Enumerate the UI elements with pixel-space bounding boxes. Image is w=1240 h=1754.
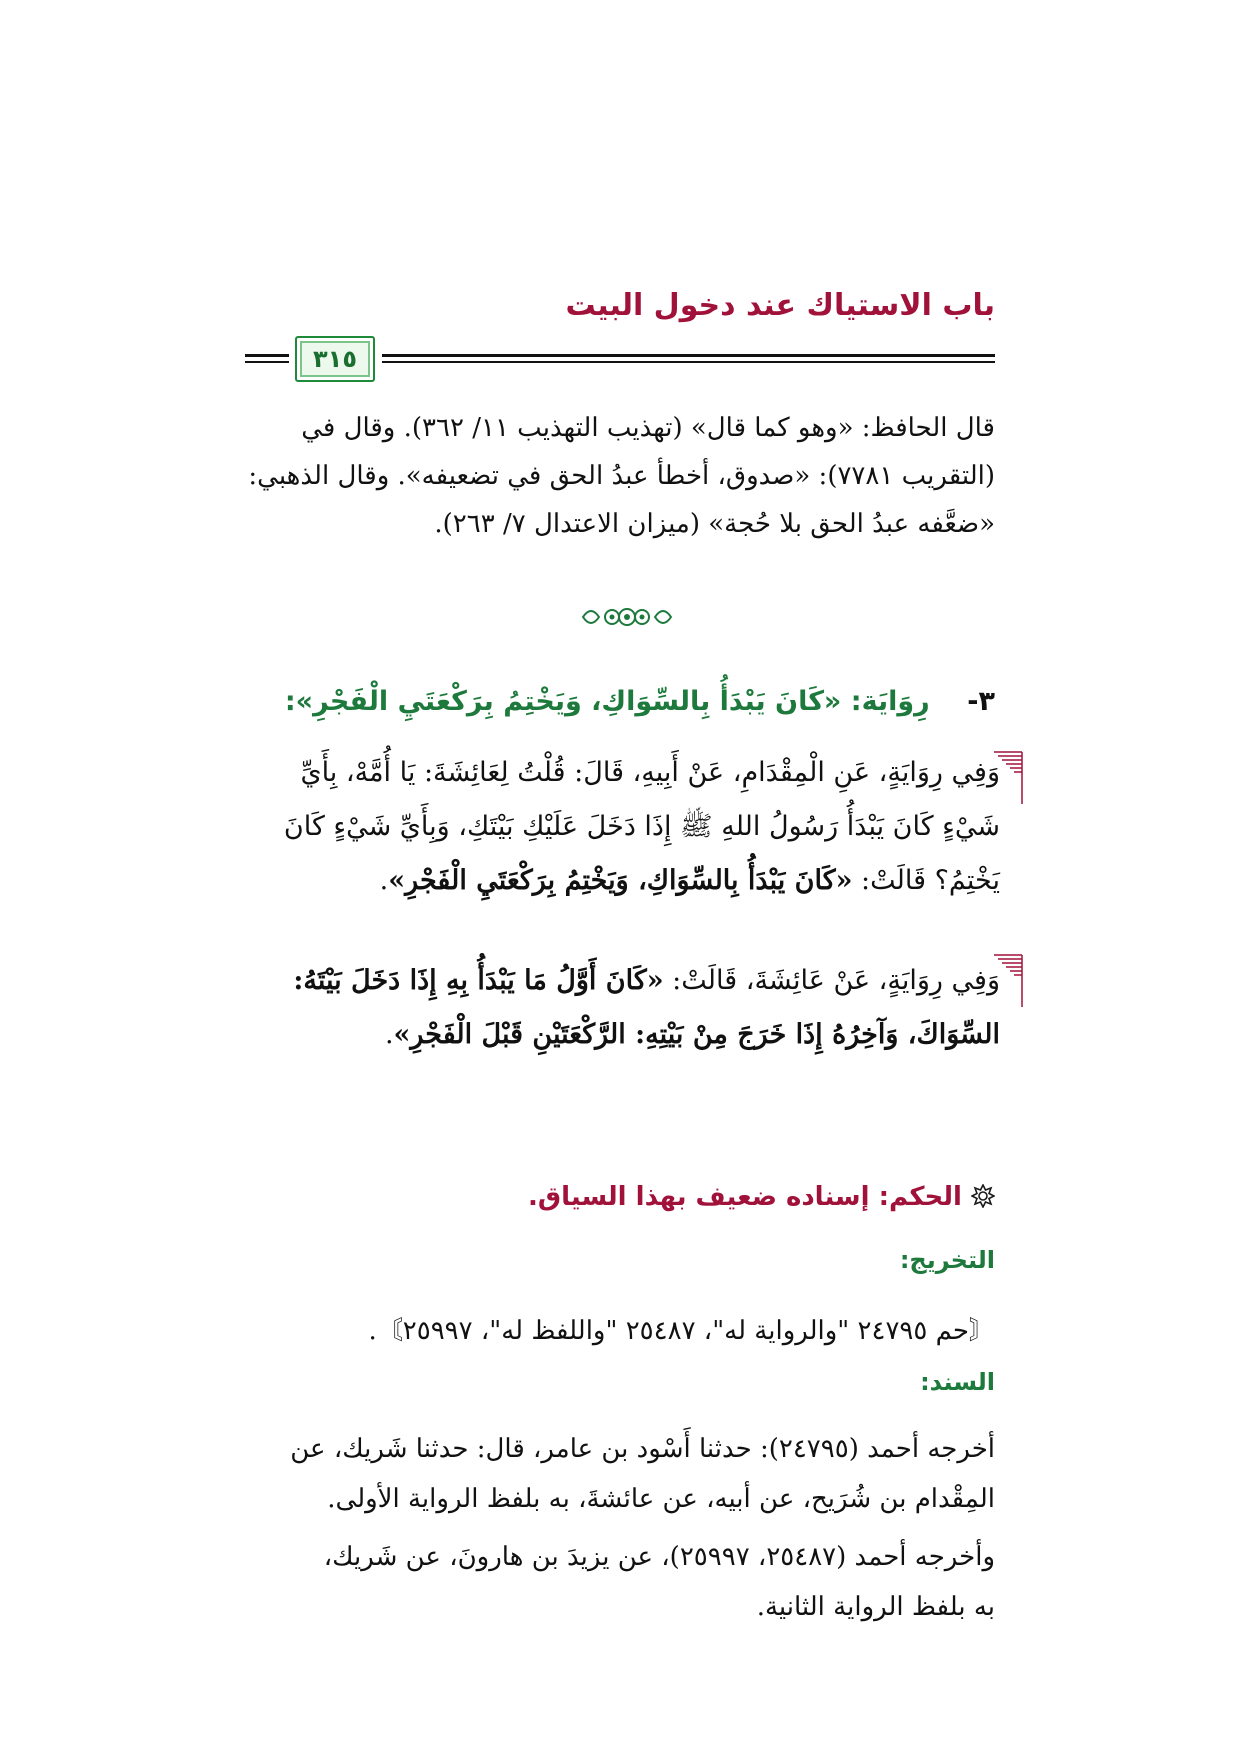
takhrij-heading: التخريج:	[899, 1246, 995, 1274]
intro-line: قال الحافظ: «وهو كما قال» (تهذيب التهذيب ١١/ ٣٦٢). وقال في	[301, 413, 995, 443]
hadith-line	[230, 854, 1000, 908]
header-rule-left-thin	[245, 361, 289, 363]
section-heading	[245, 686, 995, 717]
rosette-icon	[971, 1184, 995, 1208]
header-rule-left	[245, 354, 289, 357]
hadith-text: .	[384, 1019, 394, 1050]
section-heading-text: رِوَايَة: «كَانَ يَبْدَأُ بِالسِّوَاكِ، وَيَخْتِمُ بِرَكْعَتَيِ الْفَجْرِ»:	[284, 686, 930, 717]
sanad-paragraph-1	[245, 1424, 995, 1524]
sanad-line: به بلفظ الرواية الثانية.	[756, 1592, 995, 1622]
takhrij-text: 〘حم ٢٤٧٩٥ "والرواية له"، ٢٥٤٨٧ "واللفظ له"، ٢٥٩٩٧〙.	[368, 1316, 995, 1346]
ornament-divider-icon	[577, 597, 677, 637]
hadith-text: وَفِي رِوَايَةٍ، عَنْ عَائِشَةَ، قَالَتْ:	[663, 965, 1000, 996]
hadith-line: وَفِي رِوَايَةٍ، عَنِ الْمِقْدَامِ، عَنْ أَبِيهِ، قَالَ: قُلْتُ لِعَائِشَةَ: يَا أُمَّهْ، بِأَيِّ	[300, 757, 1000, 788]
page-number: ٣١٥	[313, 345, 357, 373]
hadith-paragraph-1	[230, 746, 1000, 908]
sanad-line: المِقْدام بن شُرَيح، عن أبيه، عن عائشةَ، به بلفظ الرواية الأولى.	[327, 1484, 995, 1514]
hadith-text: يَخْتِمُ؟ قَالَتْ:	[852, 865, 1000, 896]
header-rule-right-thin	[382, 361, 995, 363]
intro-paragraph	[245, 404, 995, 548]
hadith-line: شَيْءٍ كَانَ يَبْدَأُ رَسُولُ اللهِ ﷺ إِذَا دَخَلَ عَلَيْكِ بَيْتَكِ، وَبِأَيِّ شَيْءٍ كَانَ	[283, 811, 1000, 842]
hadith-quote: «كَانَ يَبْدَأُ بِالسِّوَاكِ، وَيَخْتِمُ بِرَكْعَتَيِ الْفَجْرِ»	[388, 865, 853, 896]
hadith-text: .	[379, 865, 389, 896]
ruling-line	[245, 1182, 995, 1212]
section-number: ٣-	[967, 686, 995, 717]
hadith-paragraph-2	[230, 954, 1000, 1062]
ruling-label: الحكم:	[878, 1182, 962, 1212]
sanad-heading: السند:	[920, 1368, 995, 1396]
header-rule-right	[382, 354, 995, 357]
intro-line: «ضعَّفه عبدُ الحق بلا حُجة» (ميزان الاعتدال ٧/ ٢٦٣).	[434, 509, 995, 539]
hadith-line	[230, 1008, 1000, 1062]
sanad-line: أخرجه أحمد (٢٤٧٩٥): حدثنا أَسْود بن عامر، قال: حدثنا شَريك، عن	[290, 1434, 995, 1464]
chapter-title: باب الاستياك عند دخول البيت	[565, 288, 995, 323]
sanad-paragraph-2	[245, 1532, 995, 1632]
ruling-text: إسناده ضعيف بهذا السياق.	[527, 1182, 870, 1212]
page-number-badge	[295, 336, 375, 382]
hadith-quote: «كَانَ أَوَّلُ مَا يَبْدَأُ بِهِ إِذَا دَخَلَ بَيْتَهُ:	[293, 965, 664, 996]
intro-line: (التقريب ٧٧٨١): «صدوق، أخطأ عبدُ الحق في تضعيفه». وقال الذهبي:	[248, 461, 995, 491]
sanad-line: وأخرجه أحمد (٢٥٤٨٧، ٢٥٩٩٧)، عن يزيدَ بن هارونَ، عن شَريك،	[323, 1542, 995, 1572]
hadith-quote: السِّوَاكَ، وَآخِرُهُ إِذَا خَرَجَ مِنْ بَيْتِهِ: الرَّكْعَتَيْنِ قَبْلَ الْفَجْرِ»	[393, 1019, 1000, 1050]
hadith-line	[230, 954, 1000, 1008]
